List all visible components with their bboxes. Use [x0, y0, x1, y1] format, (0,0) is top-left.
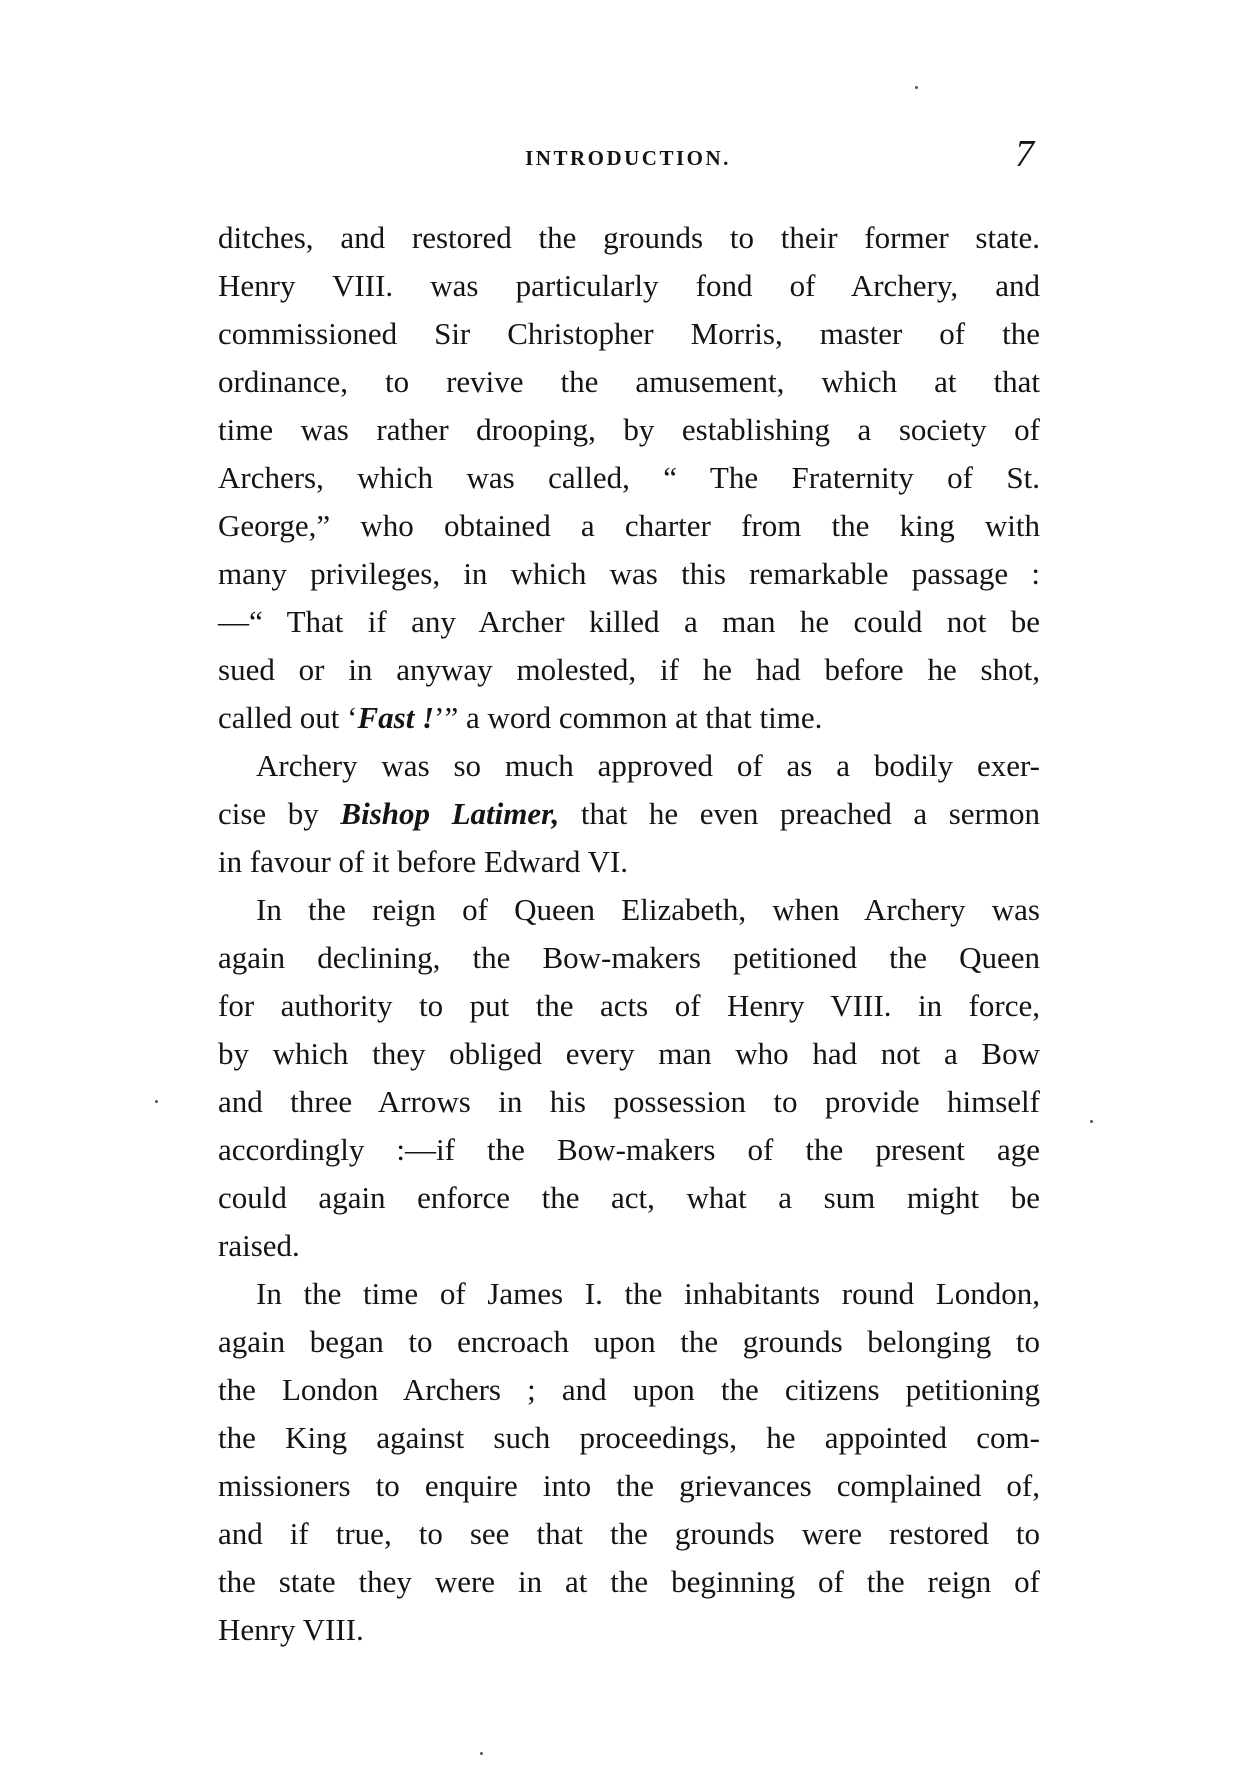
text-fragment: that he even preached a sermon: [559, 796, 1040, 831]
text-line: [218, 694, 1040, 742]
scan-speck: [1090, 1120, 1093, 1123]
text-line: ordinance, to revive the amusement, which at that: [218, 364, 1040, 399]
text-line: sued or in anyway molested, if he had before he shot,: [218, 652, 1040, 687]
text-line: again declining, the Bow-makers petitioned the Queen: [218, 940, 1040, 975]
text-line: again began to encroach upon the grounds belonging to: [218, 1324, 1040, 1359]
text-line: raised.: [218, 1228, 300, 1263]
text-line: and three Arrows in his possession to provide himself: [218, 1084, 1040, 1119]
text-line: the London Archers ; and upon the citizens petitioning: [218, 1372, 1040, 1407]
paragraph-3: [218, 886, 1040, 1270]
text-line: and if true, to see that the grounds were restored to: [218, 1516, 1040, 1551]
paragraph-2: [218, 742, 1040, 886]
text-line: could again enforce the act, what a sum might be: [218, 1180, 1040, 1215]
text-line: Henry VIII. was particularly fond of Archery, and: [218, 268, 1040, 303]
text-line: the King against such proceedings, he appointed com-: [218, 1420, 1040, 1455]
text-line: In the time of James I. the inhabitants round London,: [256, 1276, 1040, 1311]
text-line: time was rather drooping, by establishing a society of: [218, 412, 1040, 447]
text-line: Henry VIII.: [218, 1612, 364, 1647]
text-line: [218, 790, 1040, 838]
text-line: the state they were in at the beginning of the reign of: [218, 1564, 1040, 1599]
text-fragment: called out ‘: [218, 700, 358, 735]
text-line: many privileges, in which was this remarkable passage :: [218, 556, 1040, 591]
text-line: by which they obliged every man who had not a Bow: [218, 1036, 1040, 1071]
paragraph-1: [218, 214, 1040, 742]
paragraph-4: [218, 1270, 1040, 1654]
italic-name: Bishop Latimer,: [340, 796, 560, 831]
text-line: missioners to enquire into the grievances complained of,: [218, 1468, 1040, 1503]
text-line: ditches, and restored the grounds to their former state.: [218, 220, 1040, 255]
scan-speck: [155, 1100, 158, 1103]
page-header: [218, 132, 1038, 182]
scan-speck: [915, 86, 918, 89]
text-line: George,” who obtained a charter from the king with: [218, 508, 1040, 543]
text-line: commissioned Sir Christopher Morris, master of the: [218, 316, 1040, 351]
italic-word: Fast !: [357, 700, 435, 735]
text-line: —“ That if any Archer killed a man he could not be: [218, 604, 1040, 639]
scan-speck: [480, 1752, 483, 1755]
text-fragment: cise by: [218, 796, 341, 831]
text-line: in favour of it before Edward VI.: [218, 844, 629, 879]
page-number: 7: [1015, 133, 1034, 175]
body-text: [218, 214, 1040, 1654]
text-line: accordingly :—if the Bow-makers of the present age: [218, 1132, 1040, 1167]
text-line: for authority to put the acts of Henry VIII. in force,: [218, 988, 1040, 1023]
text-line: Archery was so much approved of as a bodily exer-: [256, 748, 1040, 783]
text-line: Archers, which was called, “ The Fraternity of St.: [218, 460, 1040, 495]
text-line: In the reign of Queen Elizabeth, when Archery was: [256, 892, 1040, 927]
text-fragment: ’” a word common at that time.: [434, 700, 823, 735]
running-head: INTRODUCTION.: [525, 146, 731, 170]
